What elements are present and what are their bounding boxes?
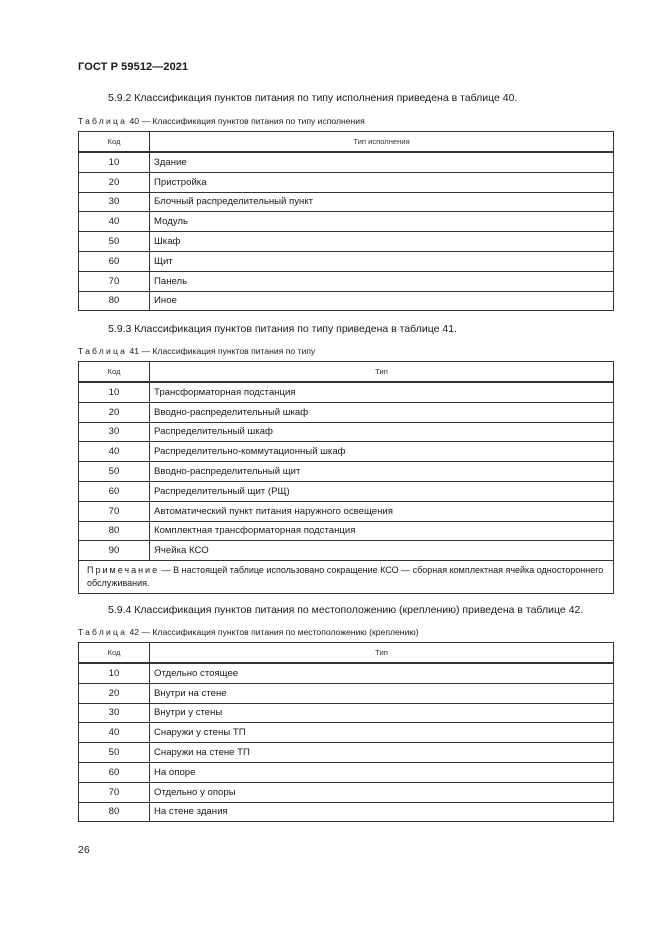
cell-name: Отдельно у опоры — [150, 782, 614, 802]
column-header-code: Код — [79, 132, 150, 153]
cell-code: 10 — [79, 382, 150, 402]
caption-prefix: Таблица — [78, 627, 128, 637]
cell-code: 60 — [79, 251, 150, 271]
table-header-row — [79, 132, 614, 153]
cell-name: Блочный распределительный пункт — [150, 192, 614, 212]
cell-name: Вводно-распределительный шкаф — [150, 402, 614, 422]
table-row — [79, 703, 614, 723]
page-number: 26 — [78, 844, 90, 856]
table-row — [79, 271, 614, 291]
column-header-type: Тип — [150, 362, 614, 383]
cell-code: 10 — [79, 152, 150, 172]
table-header-row — [79, 643, 614, 664]
cell-code: 40 — [79, 212, 150, 232]
caption-text: 42 — Классификация пунктов питания по местоположению (креплению) — [127, 627, 419, 637]
table-row — [79, 541, 614, 561]
cell-name: Автоматический пункт питания наружного освещения — [150, 501, 614, 521]
table-row — [79, 402, 614, 422]
cell-name: Комплектная трансформаторная подстанция — [150, 521, 614, 541]
table-42 — [78, 642, 614, 822]
table-row — [79, 762, 614, 782]
column-header-type: Тип исполнения — [150, 132, 614, 153]
table-row — [79, 192, 614, 212]
table-row — [79, 172, 614, 192]
cell-name: Распределительный шкаф — [150, 422, 614, 442]
cell-name: Снаружи на стене ТП — [150, 743, 614, 763]
document-id: ГОСТ Р 59512—2021 — [78, 61, 189, 73]
column-header-type: Тип — [150, 643, 614, 664]
caption-prefix: Таблица — [78, 116, 128, 126]
note-text: — В настоящей таблице использовано сокращение КСО — сборная комплектная ячейка одностороннего обслуживания. — [87, 565, 604, 589]
cell-name: Пристройка — [150, 172, 614, 192]
cell-code: 70 — [79, 271, 150, 291]
column-header-code: Код — [79, 362, 150, 383]
table-row — [79, 212, 614, 232]
table-row — [79, 521, 614, 541]
table-row — [79, 802, 614, 822]
table-note-row — [79, 561, 614, 594]
table-row — [79, 422, 614, 442]
table-row — [79, 291, 614, 311]
table-row — [79, 481, 614, 501]
table-row — [79, 232, 614, 252]
cell-code: 70 — [79, 782, 150, 802]
table-row — [79, 152, 614, 172]
table-42-caption — [78, 627, 419, 637]
paragraph-5-9-3: 5.9.3 Классификация пунктов питания по типу приведена в таблице 41. — [108, 323, 457, 335]
cell-code: 50 — [79, 462, 150, 482]
cell-name: Шкаф — [150, 232, 614, 252]
cell-code: 20 — [79, 172, 150, 192]
cell-code: 60 — [79, 481, 150, 501]
cell-name: Панель — [150, 271, 614, 291]
table-note — [79, 561, 614, 594]
table-row — [79, 442, 614, 462]
cell-name: Внутри на стене — [150, 683, 614, 703]
cell-code: 80 — [79, 521, 150, 541]
cell-name: Снаружи у стены ТП — [150, 723, 614, 743]
cell-name: Здание — [150, 152, 614, 172]
cell-name: Щит — [150, 251, 614, 271]
cell-code: 30 — [79, 192, 150, 212]
table-row — [79, 462, 614, 482]
paragraph-5-9-4: 5.9.4 Классификация пунктов питания по местоположению (креплению) приведена в таблице 42. — [108, 604, 584, 616]
caption-text: 41 — Классификация пунктов питания по типу — [127, 346, 316, 356]
cell-name: Вводно-распределительный щит — [150, 462, 614, 482]
cell-name: Трансформаторная подстанция — [150, 382, 614, 402]
cell-code: 70 — [79, 501, 150, 521]
cell-name: Распределительный щит (РЩ) — [150, 481, 614, 501]
table-row — [79, 501, 614, 521]
table-row — [79, 382, 614, 402]
cell-code: 10 — [79, 663, 150, 683]
cell-name: Внутри у стены — [150, 703, 614, 723]
cell-code: 30 — [79, 703, 150, 723]
cell-code: 80 — [79, 291, 150, 311]
column-header-code: Код — [79, 643, 150, 664]
table-row — [79, 723, 614, 743]
paragraph-5-9-2: 5.9.2 Классификация пунктов питания по типу исполнения приведена в таблице 40. — [108, 92, 518, 104]
cell-name: Распределительно-коммутационный шкаф — [150, 442, 614, 462]
cell-code: 50 — [79, 232, 150, 252]
cell-code: 50 — [79, 743, 150, 763]
note-label: Примечание — [87, 565, 160, 576]
cell-name: На стене здания — [150, 802, 614, 822]
caption-prefix: Таблица — [78, 346, 128, 356]
table-header-row — [79, 362, 614, 383]
cell-code: 40 — [79, 723, 150, 743]
table-40 — [78, 131, 614, 311]
cell-name: Ячейка КСО — [150, 541, 614, 561]
cell-code: 60 — [79, 762, 150, 782]
table-row — [79, 251, 614, 271]
caption-text: 40 — Классификация пунктов питания по типу исполнения — [127, 116, 365, 126]
table-row — [79, 743, 614, 763]
table-41-caption — [78, 346, 315, 356]
table-41 — [78, 361, 614, 594]
cell-code: 80 — [79, 802, 150, 822]
cell-name: Иное — [150, 291, 614, 311]
table-row — [79, 663, 614, 683]
cell-name: Модуль — [150, 212, 614, 232]
cell-code: 20 — [79, 402, 150, 422]
cell-code: 90 — [79, 541, 150, 561]
cell-name: На опоре — [150, 762, 614, 782]
cell-code: 30 — [79, 422, 150, 442]
cell-code: 20 — [79, 683, 150, 703]
table-40-caption — [78, 116, 365, 126]
table-row — [79, 782, 614, 802]
cell-name: Отдельно стоящее — [150, 663, 614, 683]
cell-code: 40 — [79, 442, 150, 462]
table-row — [79, 683, 614, 703]
